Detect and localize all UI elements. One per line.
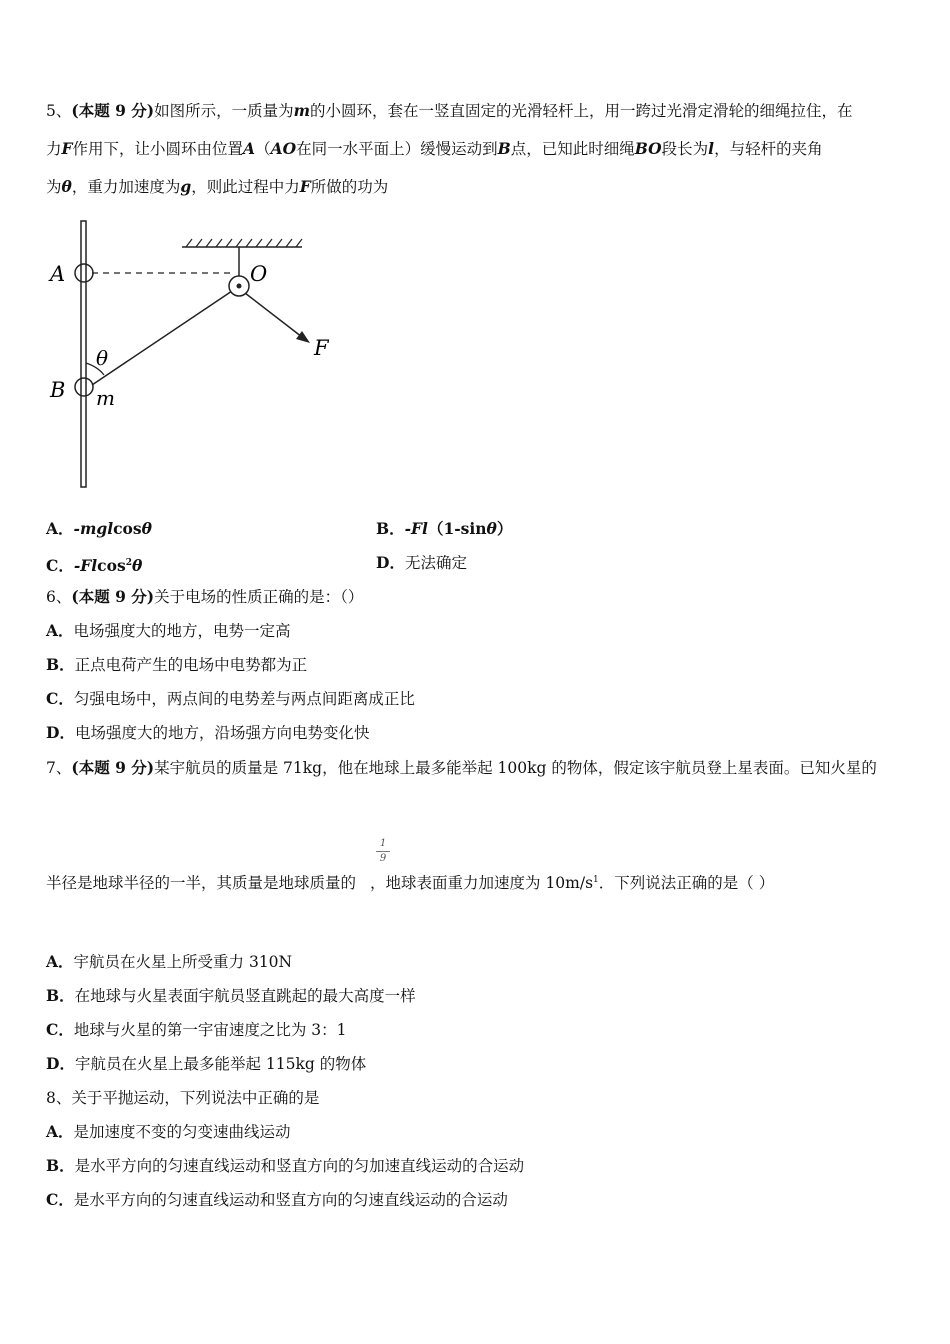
q6-stem	[46, 587, 363, 607]
q6-option-A	[46, 621, 291, 641]
q5-stem-line-1	[46, 101, 853, 121]
option-key: A．	[46, 1122, 74, 1141]
score-tag: (本题 9 分)	[71, 101, 155, 120]
option-key: B．	[46, 1156, 75, 1175]
option-text: θ	[486, 519, 497, 538]
option-text: 地球与火星的第一宇宙速度之比为 3：1	[73, 1021, 347, 1039]
fraction-one-ninth	[376, 838, 390, 865]
q5-option-D	[376, 553, 467, 573]
force-arrow-head	[296, 331, 310, 343]
label-theta: θ	[96, 346, 109, 370]
option-text: 电场强度大的地方，沿场强方向电势变化快	[74, 724, 370, 742]
stem-text: 关于电场的性质正确的是：（）	[154, 588, 364, 606]
fraction-denominator: 9	[379, 853, 387, 864]
fraction-bar	[376, 851, 390, 852]
q5-stem-line-3	[46, 177, 388, 197]
option-text: cos	[97, 556, 126, 576]
question-number: 6、	[46, 588, 72, 606]
text: 的小圆环，套在一竖直固定的光滑轻杆上，用一跨过光滑定滑轮的细绳拉住，在	[310, 102, 853, 120]
var-BO: BO	[634, 139, 662, 158]
var-l: l	[708, 139, 715, 158]
var-A: A	[243, 139, 256, 158]
option-key: D．	[46, 1054, 75, 1073]
pulley-diagram	[40, 215, 350, 495]
stem-text: ，地球表面重力加速度为 10m/s	[370, 874, 594, 893]
q6-option-C	[46, 689, 415, 709]
fraction-numerator: 1	[379, 838, 387, 849]
var-AO: AO	[270, 139, 297, 158]
q5-option-A	[46, 519, 152, 539]
option-key: C．	[46, 689, 74, 708]
text: ，与轻杆的夹角	[714, 140, 823, 158]
q5-option-C	[46, 553, 142, 576]
option-key: C．	[46, 1020, 74, 1039]
pulley-axle	[237, 284, 242, 289]
var-g: g	[180, 177, 192, 196]
option-text: -mgl	[73, 519, 114, 538]
option-key: C．	[46, 556, 74, 576]
option-key: B．	[376, 519, 405, 538]
vertical-rod	[81, 221, 86, 487]
text: 如图所示，一质量为	[154, 102, 294, 120]
text: （	[255, 140, 271, 158]
var-F: F	[299, 177, 311, 196]
label-A: A	[50, 262, 66, 286]
option-text: 匀强电场中，两点间的电势差与两点间距离成正比	[73, 690, 415, 708]
var-theta: θ	[61, 177, 72, 196]
option-text: 宇航员在火星上所受重力 310N	[73, 953, 293, 971]
q5-option-B	[376, 519, 512, 539]
q6-option-B	[46, 655, 307, 675]
var-B: B	[497, 139, 511, 158]
var-F: F	[61, 139, 73, 158]
q7-stem-line-1	[46, 758, 877, 778]
q7-stem-line-2	[46, 870, 774, 893]
q6-option-D	[46, 723, 369, 743]
q8-option-B	[46, 1156, 524, 1176]
q7-option-C	[46, 1020, 347, 1040]
text: ，重力加速度为	[71, 178, 181, 196]
option-text: 是水平方向的匀速直线运动和竖直方向的匀速直线运动的合运动	[73, 1191, 508, 1209]
label-O: O	[250, 262, 268, 286]
superscript: 2	[125, 558, 132, 568]
rope-OF	[245, 293, 302, 337]
q5-stem-line-2	[46, 139, 823, 159]
text: 点，已知此时细绳	[510, 140, 635, 158]
option-key: D．	[376, 553, 405, 572]
option-text: 电场强度大的地方，电势一定高	[73, 622, 291, 640]
text: 作用下，让小圆环由位置	[72, 140, 244, 158]
option-text: 是加速度不变的匀变速曲线运动	[73, 1123, 291, 1141]
option-key: B．	[46, 986, 75, 1005]
stem-text: 半径是地球半径的一半，其质量是地球质量的	[46, 874, 357, 893]
option-text: cos	[113, 519, 142, 538]
option-key: A．	[46, 621, 74, 640]
label-m: m	[96, 386, 115, 410]
question-number: 7、	[46, 759, 72, 777]
score-tag: (本题 9 分)	[71, 758, 155, 777]
rope-BO	[92, 291, 232, 385]
q8-stem	[46, 1088, 319, 1108]
stem-text: ．下列说法正确的是（ ）	[598, 874, 775, 893]
stem-text: 某宇航员的质量是 71kg，他在地球上最多能举起 100kg 的物体，假定该宇航员登上星表面。已知火星的	[154, 759, 877, 777]
q7-option-D	[46, 1054, 366, 1074]
option-text: 宇航员在火星上最多能举起 115kg 的物体	[74, 1055, 367, 1073]
var-m: m	[293, 101, 311, 120]
option-text: （1-sin	[427, 519, 487, 538]
text: 所做的功为	[310, 178, 389, 196]
option-text: 无法确定	[404, 554, 467, 572]
superscript: 1	[593, 875, 599, 885]
option-key: B．	[46, 655, 75, 674]
question-number: 8、	[46, 1089, 72, 1107]
ceiling-hatch	[186, 239, 302, 247]
option-text: 是水平方向的匀速直线运动和竖直方向的匀加速直线运动的合运动	[74, 1157, 525, 1175]
option-key: A．	[46, 519, 74, 538]
option-key: A．	[46, 952, 74, 971]
q7-option-B	[46, 986, 416, 1006]
option-text: ）	[496, 519, 513, 538]
q8-option-C	[46, 1190, 508, 1210]
option-text: θ	[141, 519, 152, 538]
text: 段长为	[661, 140, 709, 158]
option-key: D．	[46, 723, 75, 742]
label-F: F	[314, 336, 329, 360]
question-number: 5、	[46, 102, 72, 120]
text: 为	[46, 178, 62, 196]
option-text: 在地球与火星表面宇航员竖直跳起的最大高度一样	[74, 987, 416, 1005]
q7-option-A	[46, 952, 292, 972]
q8-option-A	[46, 1122, 291, 1142]
option-text: -Fl	[404, 519, 428, 538]
label-B: B	[50, 378, 66, 402]
score-tag: (本题 9 分)	[71, 587, 155, 606]
option-text: θ	[131, 556, 143, 576]
text: 在同一水平面上）缓慢运动到	[296, 140, 498, 158]
option-key: C．	[46, 1190, 74, 1209]
option-text: 正点电荷产生的电场中电势都为正	[74, 656, 308, 674]
option-text: -Fl	[73, 556, 98, 576]
stem-text: 关于平抛运动，下列说法中正确的是	[71, 1089, 320, 1107]
text: 力	[46, 140, 62, 158]
text: ，则此过程中力	[191, 178, 300, 196]
